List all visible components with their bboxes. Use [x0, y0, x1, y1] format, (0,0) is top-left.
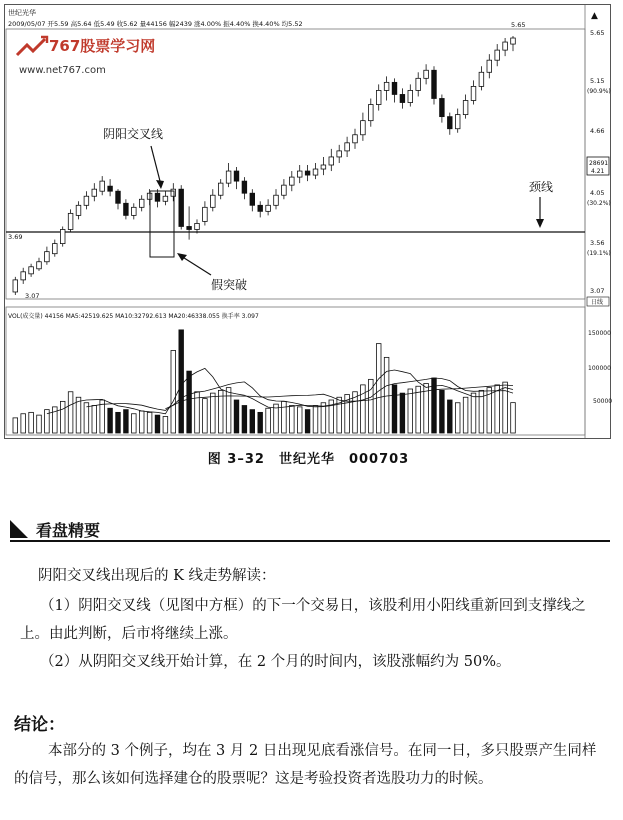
- volume-bar: [400, 393, 405, 433]
- volume-bar: [234, 400, 239, 433]
- section-header: [10, 518, 610, 544]
- annot-neck-arrowhead: [536, 219, 544, 228]
- candle-up: [361, 121, 366, 135]
- volume-bar: [37, 415, 42, 433]
- volume-bar: [163, 417, 168, 434]
- volume-bar: [139, 411, 144, 433]
- candle-up: [132, 207, 137, 215]
- volume-bar: [250, 410, 255, 433]
- high-price-label: 5.65: [511, 21, 526, 29]
- conclusion-title: 结论：: [14, 715, 65, 735]
- volume-bars-group: [13, 330, 515, 433]
- annot-cross-arrowhead: [156, 180, 164, 189]
- right-tag: 日线: [591, 299, 604, 306]
- volume-bar: [29, 412, 34, 433]
- volume-bar: [108, 408, 113, 433]
- candle-up: [37, 262, 42, 269]
- volume-bar: [408, 389, 413, 433]
- section-triangle-icon: [10, 520, 28, 538]
- price-tick: 4.05: [590, 189, 605, 197]
- volume-bar: [448, 400, 453, 433]
- candle-down: [448, 117, 453, 129]
- annot-cross-label: 阴阳交叉线: [103, 127, 164, 141]
- volume-bar: [84, 403, 89, 433]
- candle-up: [139, 199, 144, 207]
- candle-down: [155, 193, 160, 201]
- candle-up: [455, 115, 460, 129]
- candle-up: [297, 171, 302, 177]
- conclusion-paragraph: 本部分的 3 个例子，均在 3 月 2 日出现见底看涨信号。在同一日，多只股票产生同样的信号，那么该如何选择建仓的股票呢？这是考验投资者选股功力的时候。: [14, 743, 597, 787]
- stock-chart: [4, 4, 611, 439]
- candle-up: [376, 90, 381, 104]
- stock-tag: 世纪光华: [8, 9, 36, 17]
- volume-info: VOL(成交量) 44156 MA5:42519.625 MA10:32792.613 MA20:46338.055 换手率 3.097: [8, 313, 259, 320]
- candle-up: [471, 86, 476, 100]
- price-tick: 5.15: [590, 77, 605, 85]
- section-title: 看盘精要: [36, 521, 101, 540]
- volume-bar: [384, 357, 389, 433]
- candle-down: [116, 191, 121, 203]
- mid-badge-2: 4.21: [591, 168, 605, 175]
- candle-up: [163, 196, 168, 201]
- volume-bar: [226, 388, 231, 433]
- candle-down: [242, 181, 247, 193]
- volume-bar: [266, 408, 271, 433]
- info-line: 2009/05/07 开5.59 高5.64 低5.49 收5.62 量44156 幅2439 涨4.00% 振4.40% 换4.40% 均5.52: [8, 20, 303, 28]
- volume-bar: [440, 390, 445, 433]
- candle-up: [13, 280, 18, 292]
- volume-bar: [274, 404, 279, 433]
- candle-down: [305, 171, 310, 175]
- watermark-main: 767股票学习网: [49, 37, 156, 55]
- volume-bar: [203, 399, 208, 433]
- section-underline: [10, 540, 610, 542]
- volume-bar: [218, 390, 223, 433]
- candle-up: [424, 70, 429, 78]
- volume-bar: [92, 406, 97, 434]
- candlestick-chart-svg: [5, 5, 613, 438]
- volume-bar: [13, 418, 18, 433]
- price-tick: 3.56: [590, 239, 605, 247]
- candle-up: [345, 143, 350, 151]
- neck-value-label: 3.69: [8, 233, 23, 241]
- vol-tick: 150000: [588, 330, 611, 337]
- price-tick: 3.07: [590, 287, 605, 295]
- candle-up: [321, 165, 326, 169]
- candle-up: [92, 189, 97, 196]
- candle-down: [108, 186, 113, 191]
- candle-up: [487, 60, 492, 72]
- candle-up: [479, 72, 484, 86]
- volume-bar: [116, 412, 121, 433]
- candle-up: [218, 183, 223, 195]
- volume-bar: [60, 401, 65, 433]
- watermark-logo: [17, 37, 47, 55]
- candle-up: [226, 171, 231, 183]
- candle-up: [511, 38, 516, 44]
- axis-top-icon: ▲: [591, 11, 598, 21]
- candle-down: [400, 94, 405, 102]
- candle-up: [100, 181, 105, 191]
- volume-bar: [68, 392, 73, 433]
- candle-up: [266, 205, 271, 211]
- candle-down: [392, 82, 397, 94]
- volume-bar: [321, 403, 326, 433]
- volume-bar: [187, 371, 192, 433]
- price-tick: 5.65: [590, 29, 605, 37]
- vol-tick: 100000: [588, 365, 611, 372]
- candle-up: [369, 105, 374, 121]
- candle-up: [329, 157, 334, 165]
- candle-up: [495, 50, 500, 60]
- candle-down: [187, 226, 192, 229]
- volume-bar: [455, 403, 460, 433]
- candle-up: [45, 252, 50, 262]
- candle-up: [353, 135, 358, 143]
- intro-paragraph: 阴阳交叉线出现后的 K 线走势解读：: [38, 568, 276, 584]
- volume-bar: [361, 385, 366, 433]
- candle-up: [53, 244, 58, 254]
- volume-bar: [511, 403, 516, 433]
- candle-down: [440, 98, 445, 116]
- vol-tick: 50000: [593, 398, 613, 405]
- volume-bar: [495, 385, 500, 433]
- candle-up: [274, 195, 279, 205]
- candle-up: [290, 177, 295, 185]
- volume-bar: [290, 406, 295, 434]
- volume-bar: [132, 414, 137, 433]
- candle-up: [313, 169, 318, 175]
- point-2-paragraph: （2）从阴阳交叉线开始计算，在 2 个月的时间内，该股涨幅约为 50%。: [40, 654, 511, 670]
- candle-up: [171, 189, 176, 196]
- price-tick: (30.2%): [587, 200, 611, 207]
- candle-up: [416, 78, 421, 90]
- candle-up: [84, 196, 89, 205]
- candle-up: [503, 42, 508, 50]
- volume-bar: [179, 330, 184, 433]
- candle-down: [234, 171, 239, 181]
- volume-bar: [471, 393, 476, 433]
- mid-badge: 28691: [589, 160, 609, 167]
- figure-caption: 图 3–32 世纪光华 000703: [207, 452, 410, 467]
- volume-bar: [258, 412, 263, 433]
- cross-highlight-box: [150, 191, 174, 257]
- annot-false-label: 假突破: [211, 278, 248, 292]
- annot-neck-label: 颈线: [529, 180, 554, 194]
- volume-bar: [21, 414, 26, 433]
- price-tick: 4.66: [590, 127, 605, 135]
- volume-bar: [171, 351, 176, 434]
- volume-bar: [242, 406, 247, 434]
- volume-bar: [282, 401, 287, 433]
- candle-down: [432, 70, 437, 98]
- candle-up: [195, 223, 200, 229]
- candle-up: [384, 82, 389, 90]
- volume-bar: [147, 412, 152, 433]
- volume-bar: [155, 415, 160, 433]
- volume-bar: [463, 397, 468, 433]
- candle-up: [21, 272, 26, 280]
- volume-bar: [124, 410, 129, 433]
- candle-down: [124, 203, 129, 215]
- volume-bar: [416, 386, 421, 433]
- candle-up: [60, 229, 65, 243]
- candle-up: [211, 195, 216, 207]
- volume-bar: [392, 385, 397, 433]
- annot-false-arrow: [181, 256, 211, 275]
- candle-up: [76, 205, 81, 215]
- candle-up: [463, 101, 468, 115]
- candle-up: [203, 207, 208, 221]
- volume-bar: [76, 397, 81, 433]
- candle-down: [258, 205, 263, 211]
- volume-bar: [313, 406, 318, 434]
- annot-false-arrowhead: [177, 253, 187, 261]
- candle-up: [337, 151, 342, 157]
- price-tick: (90.9%): [587, 88, 611, 95]
- watermark-url: www.net767.com: [19, 65, 106, 76]
- price-tick: (19.1%): [587, 250, 611, 257]
- low-price-label: 3.07: [25, 292, 40, 300]
- volume-bar: [376, 344, 381, 433]
- volume-bar: [503, 382, 508, 433]
- candle-down: [179, 189, 184, 226]
- annot-cross-arrow: [151, 146, 161, 185]
- point-1-paragraph: （1）阴阳交叉线（见图中方框）的下一个交易日，该股利用小阳线重新回到支撑线之上。由此判断，后市将继续上涨。: [20, 598, 586, 642]
- volume-bar: [305, 410, 310, 433]
- candle-up: [408, 90, 413, 102]
- volume-bar: [211, 393, 216, 433]
- candle-down: [250, 193, 255, 205]
- candle-up: [29, 267, 34, 274]
- volume-bar: [297, 407, 302, 433]
- candle-up: [68, 213, 73, 229]
- candle-up: [282, 185, 287, 195]
